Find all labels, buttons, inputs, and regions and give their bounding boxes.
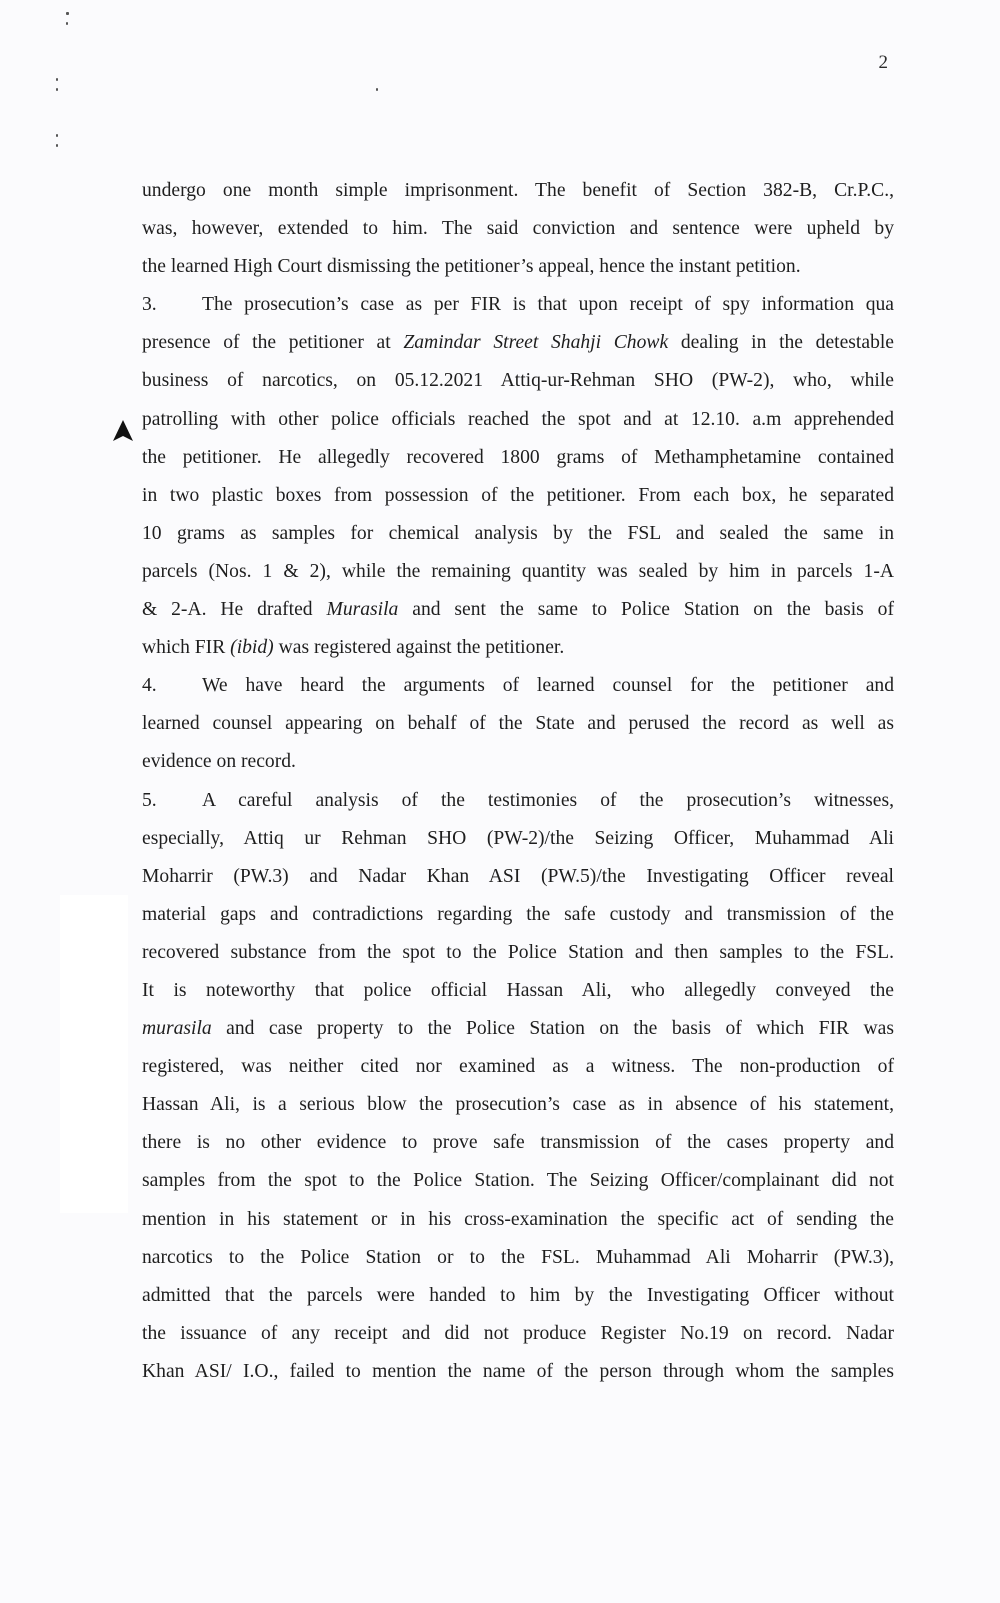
text-line: was, however, extended to him. The said conviction and sentence were upheld by: [142, 218, 894, 240]
paragraph-number: 5.: [142, 789, 157, 811]
text-line: material gaps and contradictions regarding the safe custody and transmission of the: [142, 903, 894, 925]
text-line: which FIR (ibid) was registered against the petitioner.: [142, 637, 565, 659]
text-line: 4. We have heard the arguments of learned counsel for the petitioner and: [142, 667, 894, 705]
text-line: 10 grams as samples for chemical analysis by the FSL and sealed the same in: [142, 522, 894, 544]
text-line: narcotics to the Police Station or to the FSL. Muhammad Ali Moharrir (PW.3),: [142, 1246, 894, 1268]
text-line: Khan ASI/ I.O., failed to mention the name of the person through whom the samples: [142, 1360, 894, 1382]
scan-artifact: [66, 12, 69, 15]
scan-artifact: [376, 88, 378, 91]
redacted-block: [60, 895, 128, 1213]
text-line: the issuance of any receipt and did not produce Register No.19 on record. Nadar: [142, 1322, 894, 1344]
text-line: especially, Attiq ur Rehman SHO (PW-2)/the Seizing Officer, Muhammad Ali: [142, 827, 894, 849]
arrow-pointer-icon: [112, 419, 134, 443]
paragraph-number: 4.: [142, 675, 157, 697]
text-line: 5. A careful analysis of the testimonies of the prosecution’s witnesses,: [142, 782, 894, 820]
text-line: there is no other evidence to prove safe transmission of the cases property and: [142, 1132, 894, 1154]
text-line: presence of the petitioner at Zamindar Street Shahji Chowk dealing in the detestable: [142, 332, 895, 354]
text-line: Hassan Ali, is a serious blow the prosecution’s case as in absence of his statement,: [142, 1094, 894, 1116]
text-line: mention in his statement or in his cross-examination the specific act of sending the: [142, 1208, 894, 1230]
text-line: evidence on record.: [142, 751, 296, 773]
scan-artifact: [56, 134, 58, 137]
judgment-text: [142, 172, 894, 1391]
text-line: parcels (Nos. 1 & 2), while the remaining quantity was sealed by him in parcels 1-A: [142, 560, 894, 582]
page-number: 2: [878, 52, 888, 73]
text-line: patrolling with other police officials reached the spot and at 12.10. a.m apprehended: [142, 408, 894, 430]
text-line: samples from the spot to the Police Station. The Seizing Officer/complainant did not: [142, 1170, 894, 1192]
text-line: recovered substance from the spot to the Police Station and then samples to the FSL.: [142, 941, 894, 963]
scan-artifact: [56, 78, 58, 81]
text-line: in two plastic boxes from possession of the petitioner. From each box, he separated: [142, 484, 894, 506]
paragraph-number: 3.: [142, 294, 157, 316]
scan-artifact: [66, 22, 68, 25]
text-line: Moharrir (PW.3) and Nadar Khan ASI (PW.5)/the Investigating Officer reveal: [142, 865, 894, 887]
text-line: undergo one month simple imprisonment. The benefit of Section 382-B, Cr.P.C.,: [142, 180, 894, 201]
text-line: the learned High Court dismissing the petitioner’s appeal, hence the instant petition.: [142, 256, 801, 278]
text-line: learned counsel appearing on behalf of the State and perused the record as well as: [142, 713, 894, 735]
text-line: the petitioner. He allegedly recovered 1800 grams of Methamphetamine contained: [142, 446, 894, 468]
text-line: business of narcotics, on 05.12.2021 Attiq-ur-Rehman SHO (PW-2), who, while: [142, 370, 894, 392]
text-line: & 2-A. He drafted Murasila and sent the same to Police Station on the basis of: [142, 599, 894, 621]
text-line: murasila and case property to the Police Station on the basis of which FIR was: [142, 1018, 894, 1040]
scan-artifact: [56, 144, 58, 147]
scan-artifact: [56, 88, 58, 91]
text-line: registered, was neither cited nor examined as a witness. The non-production of: [142, 1056, 894, 1078]
text-line: It is noteworthy that police official Hassan Ali, who allegedly conveyed the: [142, 979, 894, 1001]
text-line: 3. The prosecution’s case as per FIR is that upon receipt of spy information qua: [142, 286, 894, 324]
text-line: admitted that the parcels were handed to him by the Investigating Officer without: [142, 1284, 894, 1306]
